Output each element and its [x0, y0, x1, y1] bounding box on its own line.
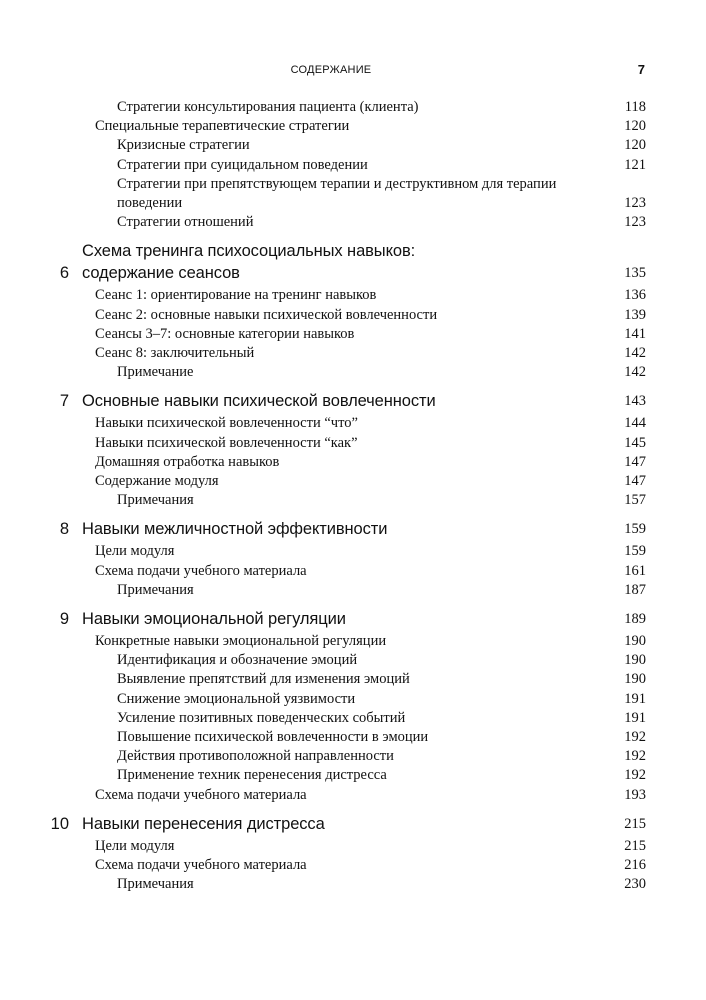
- entry-title: Стратегии консультирования пациента (клиента): [117, 99, 419, 115]
- chapter-title: Навыки перенесения дистресса: [82, 814, 325, 833]
- toc-section-entry[interactable]: [0, 856, 706, 875]
- toc-section-entry[interactable]: [0, 434, 706, 453]
- entry-title: [117, 175, 610, 213]
- toc-subsection-entry[interactable]: [0, 747, 706, 766]
- toc-subsection-entry[interactable]: [0, 491, 706, 510]
- toc-section-entry[interactable]: [0, 472, 706, 491]
- entry-page-number: 136: [624, 287, 646, 304]
- entry-page-number: 147: [624, 453, 646, 470]
- chapter-page-number: 159: [624, 521, 646, 538]
- entry-page-number: 120: [624, 137, 646, 154]
- entry-title: Цели модуля: [95, 837, 175, 854]
- chapter-title-line: Схема тренинга психосоциальных навыков:: [82, 242, 416, 261]
- chapter-number: 8: [59, 520, 69, 539]
- toc-subsection-entry[interactable]: [0, 651, 706, 670]
- chapter-title: Навыки межличностной эффективности: [82, 520, 388, 539]
- entry-title: Сеанс 1: ориентирование на тренинг навыков: [95, 287, 377, 304]
- chapter-title: [82, 240, 610, 284]
- chapter-page-number: 135: [624, 265, 646, 282]
- entry-title: Стратегии отношений: [117, 214, 254, 231]
- entry-page-number: 191: [624, 709, 646, 726]
- entry-page-number: 191: [624, 690, 646, 707]
- entry-title-line: Стратегии при препятствующем терапии и деструктивном для терапии: [117, 175, 557, 192]
- toc-subsection-entry[interactable]: [0, 363, 706, 382]
- running-head: [0, 60, 706, 80]
- toc-section-entry[interactable]: [0, 414, 706, 433]
- entry-page-number: 190: [624, 633, 646, 650]
- entry-page-number: 147: [624, 473, 646, 490]
- entry-page-number: 139: [624, 306, 646, 323]
- toc-subsection-entry[interactable]: [0, 156, 706, 175]
- entry-title: Сеансы 3–7: основные категории навыков: [95, 325, 355, 342]
- entry-page-number: 230: [624, 876, 646, 893]
- chapter-heading[interactable]: [0, 390, 706, 412]
- toc-subsection-entry[interactable]: [0, 136, 706, 155]
- chapter-heading[interactable]: [0, 518, 706, 540]
- entry-page-number: 144: [624, 415, 646, 432]
- entry-page-number: 193: [624, 786, 646, 803]
- toc-subsection-entry[interactable]: [0, 690, 706, 709]
- chapter-number: 7: [59, 392, 69, 411]
- page-number: 7: [637, 62, 645, 77]
- toc-subsection-entry[interactable]: [0, 175, 706, 213]
- toc-subsection-entry[interactable]: [0, 709, 706, 728]
- entry-title: Цели модуля: [95, 543, 175, 560]
- toc-section-entry[interactable]: [0, 786, 706, 805]
- entry-title: Применение техник перенесения дистресса: [117, 767, 387, 784]
- toc-subsection-entry[interactable]: [0, 213, 706, 232]
- chapter-title: Навыки эмоциональной регуляции: [82, 610, 346, 629]
- toc-section-entry[interactable]: [0, 325, 706, 344]
- entry-page-number: 161: [624, 562, 646, 579]
- table-of-contents: [0, 98, 706, 895]
- entry-page-number: 187: [624, 581, 646, 598]
- toc-subsection-entry[interactable]: [0, 875, 706, 894]
- entry-page-number: 192: [624, 767, 646, 784]
- entry-title: Схема подачи учебного материала: [95, 786, 307, 803]
- entry-page-number: 216: [624, 857, 646, 874]
- chapter-page-number: 143: [624, 393, 646, 410]
- entry-page-number: 159: [624, 543, 646, 560]
- entry-title: Схема подачи учебного материала: [95, 857, 307, 874]
- entry-title: Идентификация и обозначение эмоций: [117, 652, 358, 669]
- entry-title: Усиление позитивных поведенческих событий: [117, 709, 406, 726]
- entry-title: Сеанс 2: основные навыки психической вовлеченности: [95, 306, 438, 323]
- toc-section-entry[interactable]: [0, 542, 706, 561]
- toc-section-entry[interactable]: [0, 632, 706, 651]
- entry-page-number: 145: [624, 434, 646, 451]
- toc-section-entry[interactable]: [0, 453, 706, 472]
- toc-section-entry[interactable]: [0, 117, 706, 136]
- entry-title-line: поведении: [117, 195, 183, 212]
- chapter-page-number: 189: [624, 611, 646, 628]
- entry-title: Примечания: [117, 581, 194, 598]
- entry-title: Схема подачи учебного материала: [95, 562, 307, 579]
- toc-section-entry[interactable]: [0, 344, 706, 363]
- entry-page-number: 190: [624, 671, 646, 688]
- entry-title: Сеанс 8: заключительный: [95, 345, 255, 362]
- chapter-number: 10: [50, 814, 69, 833]
- toc-subsection-entry[interactable]: [0, 670, 706, 689]
- entry-page-number: 190: [624, 652, 646, 669]
- entry-title: Снижение эмоциональной уязвимости: [117, 690, 356, 707]
- entry-title: Конкретные навыки эмоциональной регуляции: [95, 633, 387, 650]
- entry-page-number: 120: [624, 118, 646, 135]
- chapter-heading[interactable]: [0, 813, 706, 835]
- entry-page-number: 215: [624, 837, 646, 854]
- toc-subsection-entry[interactable]: [0, 581, 706, 600]
- entry-title: Содержание модуля: [95, 473, 219, 490]
- chapter-number: 6: [59, 264, 69, 283]
- entry-title: Стратегии при суицидальном поведении: [117, 156, 368, 173]
- toc-subsection-entry[interactable]: [0, 98, 706, 117]
- toc-section-entry[interactable]: [0, 306, 706, 325]
- toc-section-entry[interactable]: [0, 286, 706, 305]
- entry-title: Примечания: [117, 492, 194, 509]
- entry-page-number: 192: [624, 748, 646, 765]
- entry-page-number: 192: [624, 729, 646, 746]
- entry-page-number: 118: [624, 99, 646, 115]
- running-title: СОДЕРЖАНИЕ: [290, 64, 372, 76]
- entry-title: Выявление препятствий для изменения эмоций: [117, 671, 410, 688]
- toc-subsection-entry[interactable]: [0, 766, 706, 785]
- entry-title: Действия противоположной направленности: [117, 748, 394, 765]
- chapter-number: 9: [59, 610, 69, 629]
- entry-title: Кризисные стратегии: [117, 137, 250, 154]
- entry-title: Навыки психической вовлеченности “как”: [95, 434, 358, 451]
- chapter-heading[interactable]: [0, 240, 706, 284]
- toc-subsection-entry[interactable]: [0, 728, 706, 747]
- entry-page-number: 141: [624, 325, 646, 342]
- entry-title: Примечания: [117, 876, 194, 893]
- entry-title: Повышение психической вовлеченности в эмоции: [117, 729, 429, 746]
- chapter-title-line: содержание сеансов: [82, 264, 240, 283]
- chapter-heading[interactable]: [0, 608, 706, 630]
- entry-page-number: 142: [624, 345, 646, 362]
- entry-page-number: 157: [624, 492, 646, 509]
- toc-section-entry[interactable]: [0, 837, 706, 856]
- entry-title: Домашняя отработка навыков: [95, 453, 280, 470]
- entry-title: Примечание: [117, 364, 194, 381]
- entry-page-number: 121: [624, 156, 646, 173]
- toc-section-entry[interactable]: [0, 562, 706, 581]
- entry-title: Навыки психической вовлеченности “что”: [95, 415, 358, 432]
- entry-title: Специальные терапевтические стратегии: [95, 118, 350, 135]
- entry-page-number: 123: [624, 214, 646, 231]
- chapter-title: Основные навыки психической вовлеченности: [82, 392, 436, 411]
- chapter-page-number: 215: [624, 815, 646, 832]
- entry-page-number: 142: [624, 364, 646, 381]
- entry-page-number: 123: [624, 195, 646, 212]
